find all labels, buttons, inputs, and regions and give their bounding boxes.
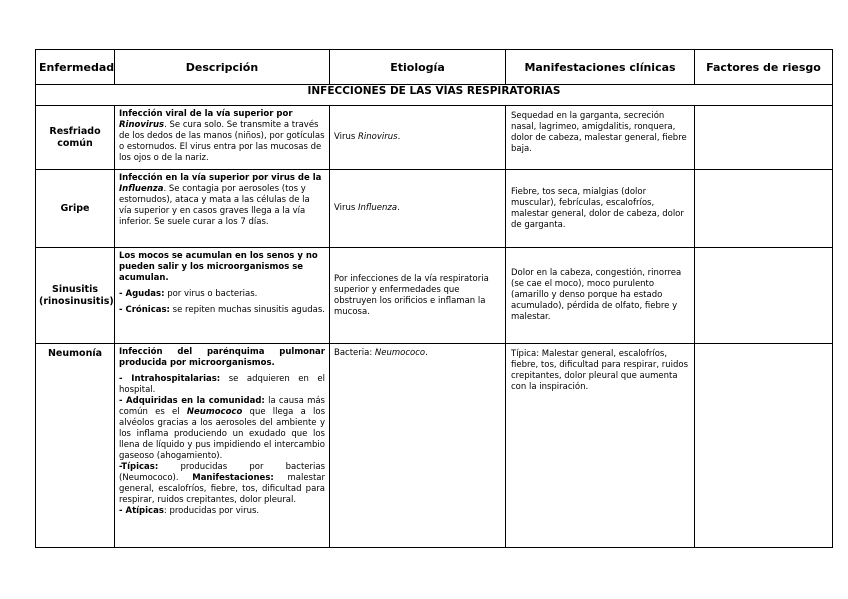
adquiridas-text-1: la causa más común es el [119,396,325,417]
description-cell [115,170,330,248]
manifestations-cell: Dolor en la cabeza, congestión, rinorrea (se cae el moco), moco purulento (amarillo y denso porque ha estado acumulado), pérdida de olfato, fiebre y malestar. [506,248,695,344]
etiology-cell: Por infecciones de la vía respiratoria superior y enfermedades que obstruyen los orificios e inflaman la mucosa. [330,248,506,344]
disease-name: Resfriado común [36,106,115,170]
tipicas-text: producidas por bacterias (Neumococo). [119,462,325,483]
header-manifestations: Manifestaciones clínicas [506,50,695,85]
description-text: . Se contagia por aerosoles (tos y estornudos), ataca y mata a las células de la vía superior y en casos graves llega a la vía inferior. Se suele curar a los 7 días. [119,184,310,227]
manifestations-cell: Típica: Malestar general, escalofríos, fiebre, tos, dificultad para respirar, ruidos crepitantes, dolor pleural que aumenta con la inspiración. [506,344,695,548]
etiology-suffix: . [425,348,428,358]
manifestaciones-label: Manifestaciones: [192,473,274,483]
etiology-suffix: . [397,203,400,213]
description-cell [115,248,330,344]
description-cell [115,344,330,548]
description-cell [115,106,330,170]
risk-cell [695,106,833,170]
etiology-cell [330,344,506,548]
disease-name: Gripe [36,170,115,248]
header-row [36,50,833,85]
intra-text: se adquieren en el hospital. [119,374,325,395]
disease-name: Sinusitis (rinosinusitis) [36,248,115,344]
header-disease: Enfermedad [36,50,115,85]
etiology-cell [330,106,506,170]
agudas-label: - Agudas: [119,289,165,299]
description-lead: Los mocos se acumulan en los senos y no pueden salir y los microorganismos se acumulan. [119,251,318,283]
table-row [36,248,833,344]
description-agent: Rinovirus [119,120,165,130]
header-risk: Factores de riesgo [695,50,833,85]
agudas-text: por virus o bacterias. [167,289,258,299]
adquiridas-label: - Adquiridas en la comunidad: [119,396,265,406]
header-description: Descripción [115,50,330,85]
etiology-prefix: Virus [334,132,356,142]
description-lead: Infección en la vía superior por virus de la [119,173,322,183]
description-agent: Influenza [119,184,164,194]
disease-name: Neumonía [36,344,115,548]
table-row [36,170,833,248]
table-row [36,344,833,548]
etiology-cell [330,170,506,248]
risk-cell [695,248,833,344]
tipicas-label: -Típicas: [119,462,159,472]
description-text: . Se cura solo. Se transmite a través de los dedos de las manos (niños), por gotículas o estornudos. El virus entra por las mucosas de los ojos o de la nariz. [119,120,325,163]
manifestaciones-text: malestar general, escalofríos, fiebre, tos, dificultad para respirar, ruidos crepitantes, dolor pleural. [119,473,325,505]
etiology-prefix: Virus [334,203,356,213]
etiology-agent: Neumococo [374,348,426,358]
infections-table [35,49,833,548]
atipicas-label: - Atípicas [119,506,164,516]
section-title: INFECCIONES DE LAS VÍAS RESPIRATORIAS [36,85,833,106]
risk-cell [695,170,833,248]
etiology-agent: Rinovirus [358,132,398,142]
cronicas-text: se repiten muchas sinusitis agudas. [172,305,325,315]
cronicas-label: - Crónicas: [119,305,170,315]
description-lead: Infección viral de la vía superior por [119,109,293,119]
etiology-prefix: Bacteria: [334,348,373,358]
manifestations-cell: Fiebre, tos seca, mialgias (dolor muscular), febrículas, escalofríos, malestar general, dolor de cabeza, dolor de garganta. [506,170,695,248]
manifestations-cell: Sequedad en la garganta, secreción nasal, lagrimeo, amigdalitis, ronquera, dolor de cabeza, malestar general, fiebre baja. [506,106,695,170]
etiology-agent: Influenza [358,203,398,213]
adquiridas-agent: Neumococo [186,407,243,417]
table-row [36,106,833,170]
risk-cell [695,344,833,548]
adquiridas-text-2: que llega a los alvéolos gracias a los aerosoles del ambiente y los inflama produciendo un exudado que los llena de líquido y pus impidiendo el intercambio gaseoso (ahogamiento). [119,407,325,461]
description-lead: Infección del parénquima pulmonar producida por microorganismos. [119,347,325,368]
intra-label: - Intrahospitalarias: [119,374,221,384]
section-row [36,85,833,106]
header-etiology: Etiología [330,50,506,85]
atipicas-text: : producidas por virus. [163,506,260,516]
etiology-suffix: . [397,132,401,142]
